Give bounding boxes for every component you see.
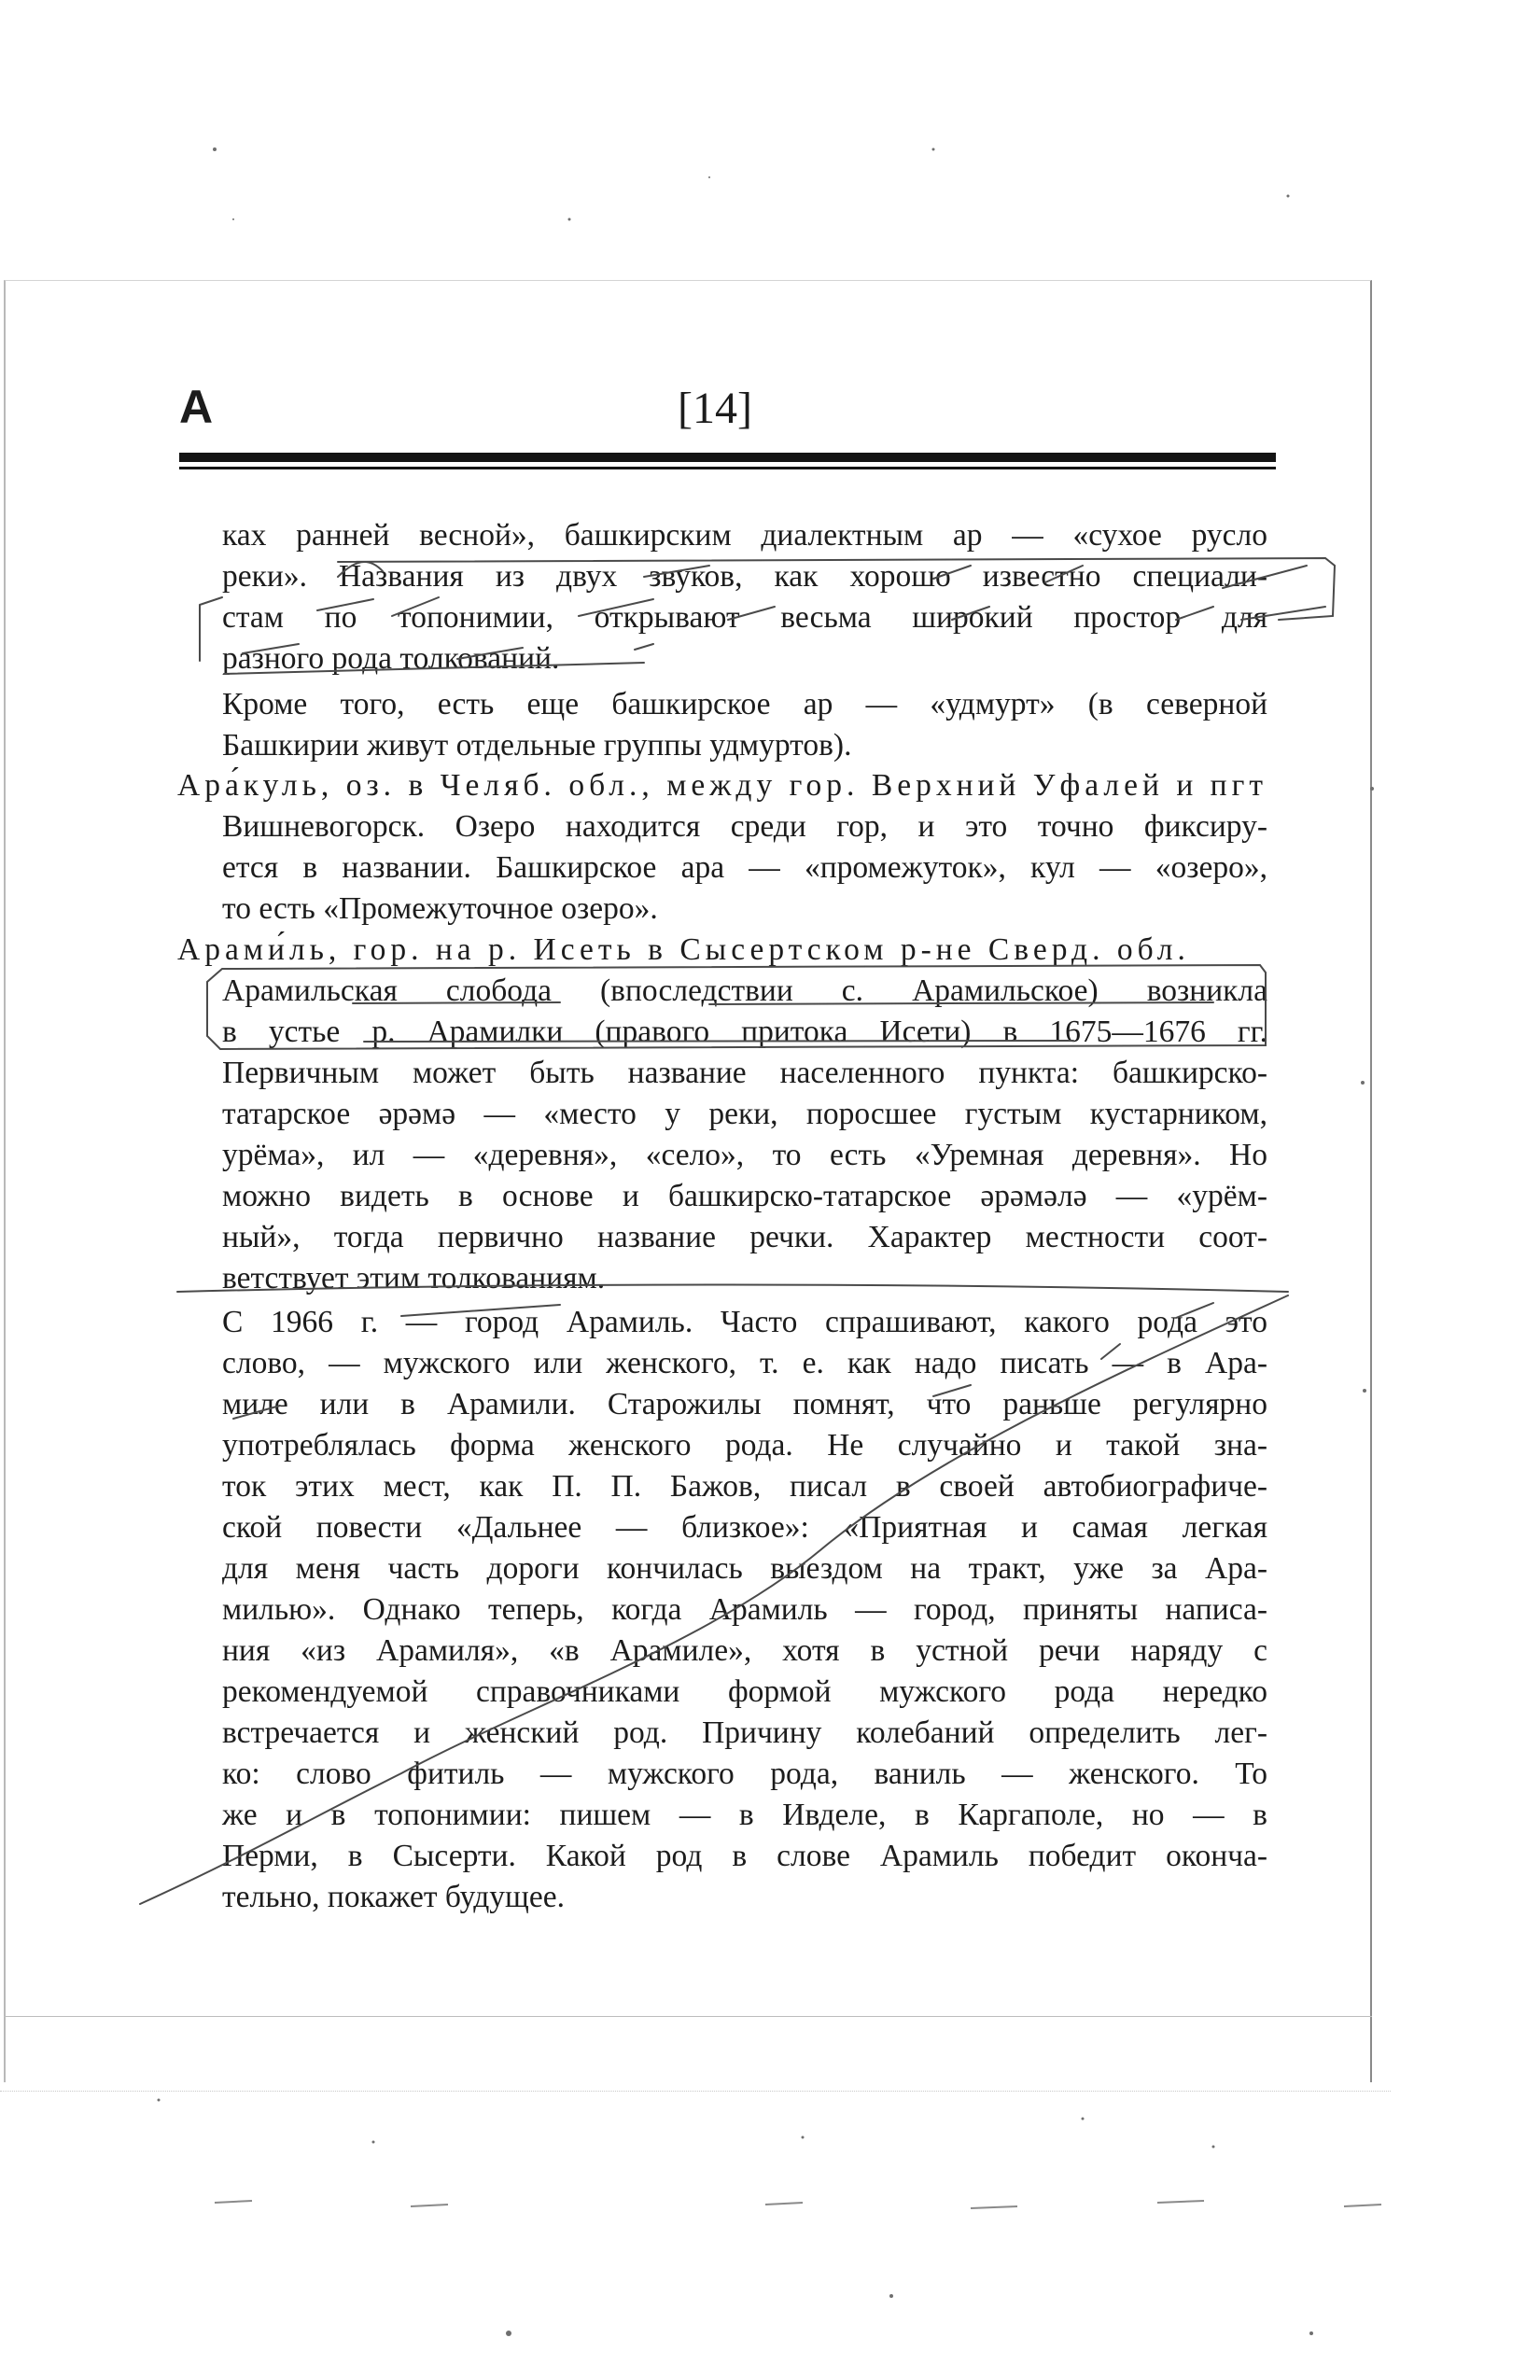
text-line: ко: слово фитиль — мужского рода, ваниль — женского. То xyxy=(222,1757,1267,1791)
text-line: ской повести «Дальнее — близкое»: «Приятная и самая легкая xyxy=(222,1510,1267,1545)
entry-heading-arakul: Ара́куль, оз. в Челяб. обл., между гор. Верхний Уфалей и пгт xyxy=(177,768,1267,803)
text-line: урёма», ил — «деревня», «село», то есть «Уремная деревня». Но xyxy=(222,1138,1267,1172)
text-line: Кроме того, есть еще башкирское ар — «удмурт» (в северной xyxy=(222,687,1267,721)
text-line: татарское әрәмә — «место у реки, поросшее густым кустарником, xyxy=(222,1097,1267,1131)
text-line: реки». Названия из двух звуков, как хорошо известно специали- xyxy=(222,559,1267,594)
text-line: ный», тогда первично название речки. Характер местности соот- xyxy=(222,1220,1267,1254)
text-line: ток этих мест, как П. П. Бажов, писал в своей автобиографиче- xyxy=(222,1469,1267,1504)
text-line: разного рода толкований. xyxy=(222,641,560,676)
text-line: стам по топонимии, открывают весьма широкий простор для xyxy=(222,600,1267,635)
text-line: употреблялась форма женского рода. Не случайно и такой зна- xyxy=(222,1428,1267,1463)
text-line: же и в топонимии: пишем — в Ивделе, в Каргаполе, но — в xyxy=(222,1798,1267,1832)
text-line: милью». Однако теперь, когда Арамиль — город, приняты написа- xyxy=(222,1592,1267,1627)
text-line: ветствует этим толкованиям. xyxy=(222,1261,606,1295)
text-line: в устье р. Арамилки (правого притока Исети) в 1675—1676 гг. xyxy=(222,1015,1267,1049)
text-line: ется в названии. Башкирское ара — «промежуток», кул — «озеро», xyxy=(222,850,1267,885)
scan-edge-dotted xyxy=(0,2091,1391,2092)
text-line: можно видеть в основе и башкирско-татарское әрәмәлә — «урём- xyxy=(222,1179,1267,1213)
scan-edge-line xyxy=(4,2016,1372,2017)
text-line: С 1966 г. — город Арамиль. Часто спрашивают, какого рода это xyxy=(222,1305,1267,1339)
text-line: рекомендуемой справочниками формой мужского рода нередко xyxy=(222,1674,1267,1709)
text-line: тельно, покажет будущее. xyxy=(222,1880,565,1914)
text-line: Перми, в Сысерти. Какой род в слове Арамиль победит оконча- xyxy=(222,1839,1267,1873)
text-line: для меня часть дороги кончилась выездом на тракт, уже за Ара- xyxy=(222,1551,1267,1586)
text-line: Вишневогорск. Озеро находится среди гор, и это точно фиксиру- xyxy=(222,809,1267,844)
text-line: то есть «Промежуточное озеро». xyxy=(222,891,658,926)
text-line: миле или в Арамили. Старожилы помнят, что раньше регулярно xyxy=(222,1387,1267,1421)
section-letter: А xyxy=(179,381,214,433)
entry-heading-aramil: Арами́ль, гор. на р. Исеть в Сысертском р-не Сверд. обл. xyxy=(177,932,1190,967)
text-line: слово, — мужского или женского, т. е. как надо писать — в Ара- xyxy=(222,1346,1267,1380)
text-line: Арамильская слобода (впоследствии с. Арамильское) возникла xyxy=(222,973,1267,1008)
page-number: [14] xyxy=(678,384,752,433)
text-line: ках ранней весной», башкирским диалектным ар — «сухое русло xyxy=(222,518,1267,553)
text-line: встречается и женский род. Причину колебаний определить лег- xyxy=(222,1715,1267,1750)
text-line: Первичным может быть название населенного пункта: башкирско- xyxy=(222,1056,1267,1090)
text-line: ния «из Арамиля», «в Арамиле», хотя в устной речи наряду с xyxy=(222,1633,1267,1668)
text-line: Башкирии живут отдельные группы удмуртов). xyxy=(222,728,852,763)
